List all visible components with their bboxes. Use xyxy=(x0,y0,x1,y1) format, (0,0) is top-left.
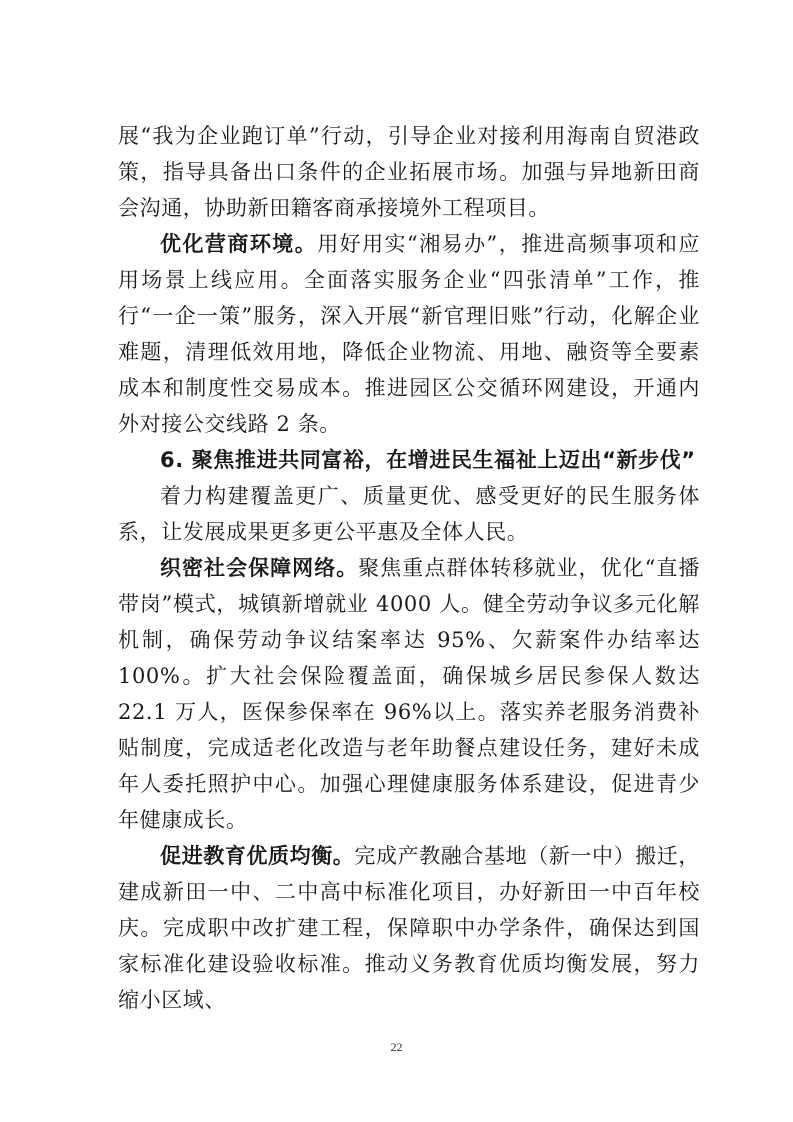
paragraph-lead-title: 促进教育优质均衡。 xyxy=(160,844,355,868)
paragraph-text: 聚焦重点群体转移就业，优化“直播带岗”模式，城镇新增就业 4000 人。健全劳动争议多元化解机制，确保劳动争议结案率达 95%、欠薪案件办结率达 100%。扩大社会保险覆盖面，确保城乡居民参保人数达 22.1 万人，医保参保率在 96%以上。落实养老服务消费补贴制度，完成适老化改造与老年助餐点建设任务，建好未成年人委托照护中心。加强心理健康服务体系建设，促进青少年健康成长。 xyxy=(118,556,700,832)
document-body xyxy=(118,118,700,1018)
paragraph-intro xyxy=(118,478,700,550)
paragraph-text: 展“我为企业跑订单”行动，引导企业对接利用海南自贸港政策，指导具备出口条件的企业拓展市场。加强与异地新田商会沟通，协助新田籍客商承接境外工程项目。 xyxy=(118,124,700,220)
paragraph-lead-title: 织密社会保障网络。 xyxy=(160,556,359,580)
paragraph-business-environment xyxy=(118,226,700,442)
paragraph-social-security xyxy=(118,550,700,838)
paragraph-text: 着力构建覆盖更广、质量更优、感受更好的民生服务体系，让发展成果更多更公平惠及全体人民。 xyxy=(118,484,700,544)
paragraph-lead-title: 优化营商环境。 xyxy=(160,232,318,256)
page-number: 22 xyxy=(390,1040,403,1054)
paragraph-continuation xyxy=(118,118,700,226)
section-heading: 6. 聚焦推进共同富裕，在增进民生福祉上迈出“新步伐” xyxy=(160,448,696,472)
paragraph-education xyxy=(118,838,700,1018)
paragraph-text: 用好用实“湘易办”，推进高频事项和应用场景上线应用。全面落实服务企业“四张清单”工作，推行“一企一策”服务，深入开展“新官理旧账”行动，化解企业难题，清理低效用地，降低企业物流、用地、融资等全要素成本和制度性交易成本。推进园区公交循环网建设，开通内外对接公交线路 2 条。 xyxy=(118,232,700,436)
paragraph-text: 完成产教融合基地（新一中）搬迁，建成新田一中、二中高中标准化项目，办好新田一中百年校庆。完成职中改扩建工程，保障职中办学条件，确保达到国家标准化建设验收标准。推动义务教育优质均衡发展，努力缩小区域、 xyxy=(118,844,701,1012)
